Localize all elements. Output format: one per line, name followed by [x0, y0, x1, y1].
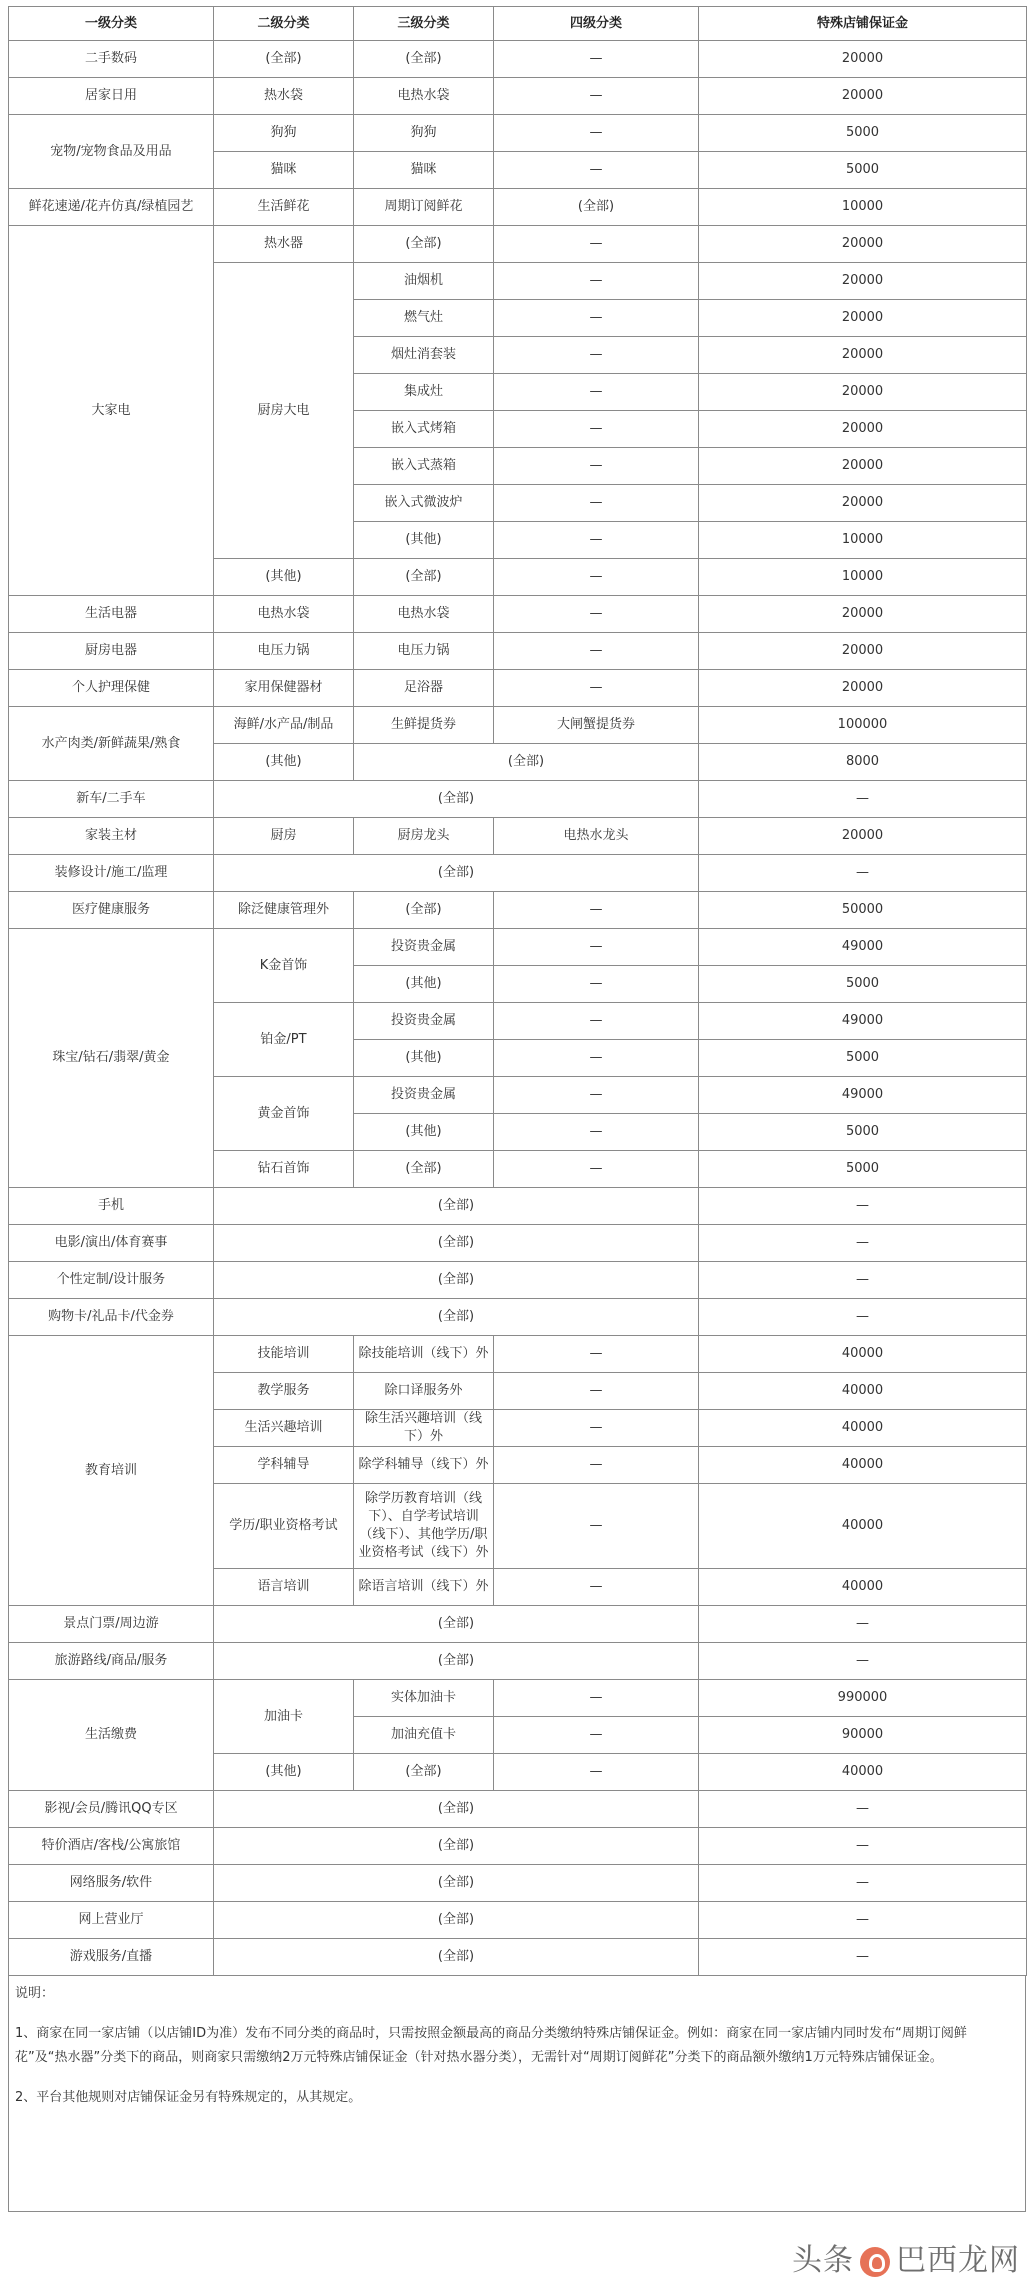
table-cell: 20000 [699, 300, 1027, 337]
table-cell: — [699, 1188, 1027, 1225]
table-cell: 投资贵金属 [354, 1077, 494, 1114]
table-cell: 8000 [699, 744, 1027, 781]
table-cell: 新车/二手车 [9, 781, 214, 818]
table-cell: — [494, 226, 699, 263]
table-row [9, 855, 1027, 892]
table-cell: 5000 [699, 1114, 1027, 1151]
table-cell: 投资贵金属 [354, 929, 494, 966]
table-cell: 教学服务 [214, 1373, 354, 1410]
table-row [9, 1299, 1027, 1336]
table-cell: (全部) [214, 1791, 699, 1828]
table-cell: 个人护理保健 [9, 670, 214, 707]
table-cell: (全部) [214, 1225, 699, 1262]
table-cell: — [494, 522, 699, 559]
table-cell: (其他) [354, 522, 494, 559]
table-cell: 20000 [699, 485, 1027, 522]
table-cell: 影视/会员/腾讯QQ专区 [9, 1791, 214, 1828]
table-cell: 40000 [699, 1410, 1027, 1447]
table-cell: (全部) [354, 1151, 494, 1188]
deposit-table [8, 6, 1027, 1976]
table-cell: — [494, 1447, 699, 1484]
table-cell: 除生活兴趣培训（线下）外 [354, 1410, 494, 1447]
table-cell: — [494, 966, 699, 1003]
table-cell: 嵌入式微波炉 [354, 485, 494, 522]
deposit-table-container [8, 6, 1026, 2212]
table-row [9, 1188, 1027, 1225]
table-row [9, 226, 1027, 263]
table-cell: 珠宝/钻石/翡翠/黄金 [9, 929, 214, 1188]
table-row [9, 1225, 1027, 1262]
table-cell: 电热水袋 [214, 596, 354, 633]
table-cell: (全部) [214, 855, 699, 892]
table-cell: — [494, 596, 699, 633]
table-cell: — [699, 1865, 1027, 1902]
table-cell: 20000 [699, 263, 1027, 300]
table-cell: 教育培训 [9, 1336, 214, 1606]
table-row [9, 1791, 1027, 1828]
table-row [9, 596, 1027, 633]
table-cell: — [494, 152, 699, 189]
table-cell: 猫咪 [214, 152, 354, 189]
table-cell: (全部) [354, 559, 494, 596]
table-row [9, 1902, 1027, 1939]
table-cell: 40000 [699, 1447, 1027, 1484]
table-cell: 厨房 [214, 818, 354, 855]
table-cell: 40000 [699, 1373, 1027, 1410]
table-cell: 烟灶消套装 [354, 337, 494, 374]
table-row [9, 929, 1027, 966]
table-cell: 加油卡 [214, 1680, 354, 1754]
table-cell: 大闸蟹提货券 [494, 707, 699, 744]
table-cell: — [494, 41, 699, 78]
table-cell: 除技能培训（线下）外 [354, 1336, 494, 1373]
table-cell: (全部) [214, 781, 699, 818]
table-cell: — [699, 1606, 1027, 1643]
table-cell: 除泛健康管理外 [214, 892, 354, 929]
table-cell: (全部) [214, 1828, 699, 1865]
table-row [9, 1939, 1027, 1976]
table-cell: — [494, 337, 699, 374]
table-row [9, 707, 1027, 744]
table-cell: 宠物/宠物食品及用品 [9, 115, 214, 189]
table-cell: 旅游路线/商品/服务 [9, 1643, 214, 1680]
table-cell: (全部) [214, 1606, 699, 1643]
table-cell: — [699, 1902, 1027, 1939]
table-cell: (全部) [214, 41, 354, 78]
table-cell: 49000 [699, 929, 1027, 966]
table-cell: 学历/职业资格考试 [214, 1484, 354, 1569]
table-cell: 猫咪 [354, 152, 494, 189]
table-cell: 大家电 [9, 226, 214, 596]
table-cell: 语言培训 [214, 1569, 354, 1606]
table-cell: — [494, 559, 699, 596]
table-cell: — [494, 485, 699, 522]
table-cell: — [494, 78, 699, 115]
table-cell: 100000 [699, 707, 1027, 744]
table-cell: 油烟机 [354, 263, 494, 300]
column-header: 一级分类 [9, 7, 214, 41]
table-cell: — [699, 1828, 1027, 1865]
table-cell: 生鲜提货券 [354, 707, 494, 744]
table-cell: 20000 [699, 596, 1027, 633]
table-cell: 热水器 [214, 226, 354, 263]
table-cell: 20000 [699, 226, 1027, 263]
table-cell: 狗狗 [354, 115, 494, 152]
table-cell: 50000 [699, 892, 1027, 929]
table-cell: 20000 [699, 411, 1027, 448]
table-cell: (全部) [354, 1754, 494, 1791]
table-row [9, 1262, 1027, 1299]
table-cell: 电热水袋 [354, 78, 494, 115]
table-cell: (其他) [354, 1040, 494, 1077]
table-cell: 电压力锅 [214, 633, 354, 670]
table-cell: — [494, 1410, 699, 1447]
table-row [9, 670, 1027, 707]
note-item-2: 2、平台其他规则对店铺保证金另有特殊规定的，从其规定。 [15, 2090, 362, 2105]
table-cell: 学科辅导 [214, 1447, 354, 1484]
table-cell: 技能培训 [214, 1336, 354, 1373]
table-cell: — [494, 263, 699, 300]
table-cell: K金首饰 [214, 929, 354, 1003]
table-cell: — [494, 1717, 699, 1754]
table-cell: — [494, 929, 699, 966]
table-cell: 水产肉类/新鲜蔬果/熟食 [9, 707, 214, 781]
table-cell: — [699, 1225, 1027, 1262]
notes-title: 说明： [15, 1986, 55, 2001]
table-cell: 嵌入式烤箱 [354, 411, 494, 448]
table-cell: 电热水袋 [354, 596, 494, 633]
table-cell: 除口译服务外 [354, 1373, 494, 1410]
column-header: 特殊店铺保证金 [699, 7, 1027, 41]
table-cell: 40000 [699, 1569, 1027, 1606]
table-cell: (其他) [354, 1114, 494, 1151]
table-cell: 20000 [699, 448, 1027, 485]
table-cell: 20000 [699, 41, 1027, 78]
table-row [9, 1828, 1027, 1865]
table-cell: 49000 [699, 1077, 1027, 1114]
table-cell: 家装主材 [9, 818, 214, 855]
table-cell: 厨房龙头 [354, 818, 494, 855]
table-cell: 990000 [699, 1680, 1027, 1717]
table-cell: 电影/演出/体育赛事 [9, 1225, 214, 1262]
table-cell: 生活兴趣培训 [214, 1410, 354, 1447]
table-cell: (全部) [214, 1299, 699, 1336]
watermark-name: 巴西龙网 [896, 2243, 1020, 2278]
column-header: 四级分类 [494, 7, 699, 41]
table-cell: 嵌入式蒸箱 [354, 448, 494, 485]
table-cell: — [494, 115, 699, 152]
table-cell: 10000 [699, 189, 1027, 226]
table-row [9, 78, 1027, 115]
table-cell: 厨房电器 [9, 633, 214, 670]
table-cell: 40000 [699, 1484, 1027, 1569]
table-cell: 生活鲜花 [214, 189, 354, 226]
table-row [9, 633, 1027, 670]
table-cell: — [699, 1262, 1027, 1299]
table-row [9, 781, 1027, 818]
table-cell: 网络服务/软件 [9, 1865, 214, 1902]
table-cell: (其他) [354, 966, 494, 1003]
table-row [9, 41, 1027, 78]
table-cell: 40000 [699, 1754, 1027, 1791]
table-cell: — [699, 855, 1027, 892]
table-cell: (其他) [214, 559, 354, 596]
table-cell: — [494, 1077, 699, 1114]
table-cell: — [494, 633, 699, 670]
column-header: 三级分类 [354, 7, 494, 41]
table-cell: 20000 [699, 337, 1027, 374]
table-cell: — [494, 670, 699, 707]
table-cell: 景点门票/周边游 [9, 1606, 214, 1643]
note-item-1: 1、商家在同一家店铺（以店铺ID为准）发布不同分类的商品时，只需按照金额最高的商品分类缴纳特殊店铺保证金。例如：商家在同一家店铺内同时发布“周期订阅鲜花”及“热水器”分类下的商品，则商家只需缴纳2万元特殊店铺保证金（针对热水器分类），无需针对“周期订阅鲜花”分类下的商品额外缴纳1万元特殊店铺保证金。 [15, 2026, 967, 2065]
table-cell: 10000 [699, 559, 1027, 596]
table-cell: (全部) [214, 1262, 699, 1299]
table-cell: (全部) [214, 1188, 699, 1225]
table-cell: (全部) [214, 1902, 699, 1939]
table-cell: — [494, 1484, 699, 1569]
table-cell: 周期订阅鲜花 [354, 189, 494, 226]
table-cell: 加油充值卡 [354, 1717, 494, 1754]
table-cell: 20000 [699, 670, 1027, 707]
table-row [9, 1680, 1027, 1717]
table-row [9, 1606, 1027, 1643]
table-cell: 电压力锅 [354, 633, 494, 670]
table-cell: 狗狗 [214, 115, 354, 152]
table-cell: 实体加油卡 [354, 1680, 494, 1717]
table-cell: 二手数码 [9, 41, 214, 78]
table-row [9, 892, 1027, 929]
table-cell: 5000 [699, 1151, 1027, 1188]
table-cell: — [494, 1336, 699, 1373]
table-cell: — [494, 1114, 699, 1151]
notes-section [8, 1976, 1026, 2212]
table-cell: — [494, 374, 699, 411]
table-cell: 特价酒店/客栈/公寓旅馆 [9, 1828, 214, 1865]
table-cell: 20000 [699, 374, 1027, 411]
table-cell: (全部) [214, 1643, 699, 1680]
table-cell: 购物卡/礼品卡/代金券 [9, 1299, 214, 1336]
table-cell: (全部) [354, 41, 494, 78]
table-cell: 集成灶 [354, 374, 494, 411]
table-cell: (全部) [214, 1865, 699, 1902]
table-cell: 铂金/PT [214, 1003, 354, 1077]
table-cell: — [699, 781, 1027, 818]
watermark-prefix: 头条 [792, 2243, 854, 2278]
table-cell: (其他) [214, 744, 354, 781]
table-cell: 20000 [699, 78, 1027, 115]
table-cell: 装修设计/施工/监理 [9, 855, 214, 892]
table-cell: 网上营业厅 [9, 1902, 214, 1939]
table-cell: 5000 [699, 152, 1027, 189]
watermark-logo [792, 2235, 1020, 2279]
table-row [9, 115, 1027, 152]
table-cell: 20000 [699, 633, 1027, 670]
table-cell: — [494, 1040, 699, 1077]
table-cell: 90000 [699, 1717, 1027, 1754]
table-cell: 黄金首饰 [214, 1077, 354, 1151]
table-row [9, 1643, 1027, 1680]
table-cell: 生活缴费 [9, 1680, 214, 1791]
table-cell: (全部) [354, 892, 494, 929]
table-cell: 10000 [699, 522, 1027, 559]
column-header: 二级分类 [214, 7, 354, 41]
table-cell: 5000 [699, 966, 1027, 1003]
table-cell: (全部) [354, 744, 699, 781]
table-cell: 5000 [699, 1040, 1027, 1077]
table-cell: 个性定制/设计服务 [9, 1262, 214, 1299]
table-header-row [9, 7, 1027, 41]
table-cell: 生活电器 [9, 596, 214, 633]
table-cell: 除语言培训（线下）外 [354, 1569, 494, 1606]
table-row [9, 189, 1027, 226]
table-cell: 热水袋 [214, 78, 354, 115]
table-cell: 20000 [699, 818, 1027, 855]
table-cell: 海鲜/水产品/制品 [214, 707, 354, 744]
table-cell: — [494, 1373, 699, 1410]
table-cell: 手机 [9, 1188, 214, 1225]
table-cell: — [494, 300, 699, 337]
table-cell: — [494, 1754, 699, 1791]
table-cell: 钻石首饰 [214, 1151, 354, 1188]
table-cell: 居家日用 [9, 78, 214, 115]
table-row [9, 1336, 1027, 1373]
table-cell: (全部) [494, 189, 699, 226]
table-cell: — [699, 1791, 1027, 1828]
table-cell: 除学历教育培训（线下）、自学考试培训（线下）、其他学历/职业资格考试（线下）外 [354, 1484, 494, 1569]
table-cell: 投资贵金属 [354, 1003, 494, 1040]
table-cell: — [699, 1939, 1027, 1976]
table-cell: — [699, 1643, 1027, 1680]
table-cell: — [494, 892, 699, 929]
table-cell: — [494, 411, 699, 448]
table-cell: — [494, 1680, 699, 1717]
table-cell: — [494, 1569, 699, 1606]
table-cell: — [699, 1299, 1027, 1336]
table-cell: 5000 [699, 115, 1027, 152]
table-cell: 49000 [699, 1003, 1027, 1040]
table-cell: (其他) [214, 1754, 354, 1791]
table-cell: (全部) [214, 1939, 699, 1976]
user-icon [860, 2247, 890, 2277]
table-row [9, 818, 1027, 855]
table-row [9, 1865, 1027, 1902]
table-cell: 医疗健康服务 [9, 892, 214, 929]
table-cell: 40000 [699, 1336, 1027, 1373]
table-cell: — [494, 448, 699, 485]
table-cell: 鲜花速递/花卉仿真/绿植园艺 [9, 189, 214, 226]
table-cell: 游戏服务/直播 [9, 1939, 214, 1976]
table-cell: 除学科辅导（线下）外 [354, 1447, 494, 1484]
table-cell: (全部) [354, 226, 494, 263]
table-cell: 足浴器 [354, 670, 494, 707]
table-cell: — [494, 1003, 699, 1040]
table-cell: 家用保健器材 [214, 670, 354, 707]
table-cell: 电热水龙头 [494, 818, 699, 855]
table-cell: 厨房大电 [214, 263, 354, 559]
table-cell: 燃气灶 [354, 300, 494, 337]
table-cell: — [494, 1151, 699, 1188]
